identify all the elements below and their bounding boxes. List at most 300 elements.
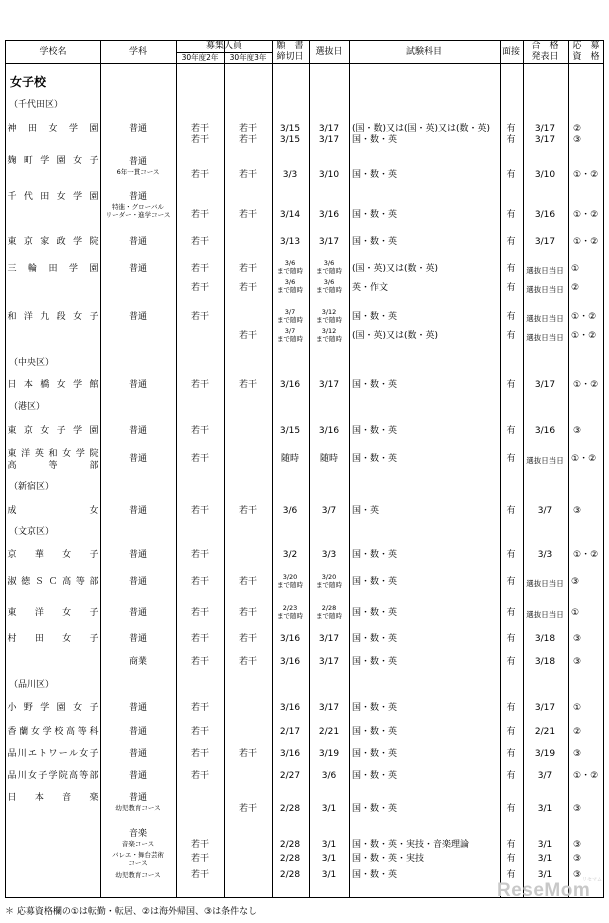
result-date: 選抜日当日 — [526, 285, 564, 294]
qualification: ①・② — [571, 312, 597, 322]
header-capacity: 募集人員 — [205, 41, 243, 51]
school-name-char: 園 — [89, 426, 99, 436]
school-name-char: 千 — [7, 192, 17, 202]
deadline: 3/3 — [282, 170, 298, 180]
capacity-2nd: 若干 — [190, 170, 210, 180]
school-name-char: 音 — [62, 793, 72, 803]
course: 普通 — [128, 312, 148, 322]
school-name-char: 学 — [42, 727, 52, 737]
capacity-mid-line — [224, 52, 225, 63]
exam-date: 3/19 — [318, 749, 340, 759]
capacity-3rd: 若干 — [238, 264, 258, 274]
school-name-char: 政 — [56, 237, 66, 247]
school-name — [6, 265, 98, 275]
school-name-char: 女 — [56, 380, 66, 390]
deadline: 3/13 — [279, 237, 301, 247]
capacity-2nd: 若干 — [190, 550, 210, 560]
school-name-char: ワ — [48, 749, 58, 759]
school-name — [6, 635, 98, 645]
school-name-char: ー — [58, 749, 68, 759]
school-name-char: 女 — [56, 192, 66, 202]
subjects: 国・数・英 — [352, 771, 398, 781]
interview: 有 — [506, 634, 516, 644]
qualification: ①・② — [573, 771, 599, 781]
school-name-char: 学 — [73, 380, 83, 390]
subjects: 国・英 — [352, 506, 380, 516]
subjects: 国・数・英 — [352, 550, 398, 560]
header-subjects: 試験科目 — [405, 47, 443, 57]
exam-date: 2/28 — [321, 604, 337, 612]
exam-date: 3/1 — [321, 870, 337, 880]
course: 商業 — [128, 657, 148, 667]
school-name-char: 子 — [89, 156, 99, 166]
course-note: 特進・グローバル — [112, 203, 164, 211]
school-name-char: 等 — [75, 577, 85, 587]
school-name-char: 等 — [79, 771, 89, 781]
course: 普通 — [128, 550, 148, 560]
interview: 有 — [506, 331, 516, 341]
admissions-table — [5, 40, 604, 898]
school-name-char: 学 — [73, 237, 83, 247]
deadline-note: まで随時 — [277, 612, 303, 620]
school-name-char: 川 — [17, 771, 27, 781]
interview: 有 — [506, 550, 516, 560]
capacity-2nd: 若干 — [190, 657, 210, 667]
school-name-char: 洋 — [34, 608, 44, 618]
subjects: 国・数・英 — [352, 749, 398, 759]
school-name-char: 女 — [62, 608, 72, 618]
school-name-char: 女 — [73, 703, 83, 713]
interview: 有 — [506, 771, 516, 781]
header-exam-date: 選抜日 — [315, 47, 343, 57]
school-name-char: 三 — [7, 264, 17, 274]
school-name-char: 日 — [7, 793, 17, 803]
exam-date: 随時 — [319, 454, 339, 464]
qualification: ③ — [573, 634, 582, 644]
capacity-2nd: 若干 — [190, 426, 210, 436]
capacity-2nd: 若干 — [190, 264, 210, 274]
qualification: ③ — [571, 577, 580, 587]
col-divider — [224, 41, 225, 897]
col-divider — [309, 41, 310, 897]
header-capacity-2nd: 30年度2年 — [181, 53, 219, 62]
exam-date: 3/17 — [318, 703, 340, 713]
header-qualification: 応 募 — [572, 41, 600, 51]
qualification: ①・② — [573, 170, 599, 180]
exam-date: 3/17 — [318, 135, 340, 145]
qualification: ①・② — [571, 454, 597, 464]
header-school: 学校名 — [39, 47, 67, 57]
interview: 有 — [506, 264, 516, 274]
exam-date: 3/17 — [318, 380, 340, 390]
school-name-char: 女 — [79, 749, 89, 759]
school-name-char: Ｓ — [34, 577, 44, 587]
school-name-char: 品 — [7, 771, 17, 781]
school-name-char: 院 — [89, 237, 99, 247]
school-name-char: 部 — [89, 461, 99, 471]
school-name-char: 学 — [75, 449, 85, 459]
exam-date: 3/6 — [323, 278, 335, 286]
qualification: ① — [573, 703, 582, 713]
school-name-char: 学 — [48, 771, 58, 781]
qualification: ③ — [573, 135, 582, 145]
school-name-char: ト — [38, 749, 48, 759]
subjects: 国・数・英 — [352, 608, 398, 618]
school-name — [6, 704, 98, 714]
interview: 有 — [506, 577, 516, 587]
subjects: 国・数・英 — [352, 170, 398, 180]
qualification: ③ — [573, 840, 582, 850]
course: 普通 — [128, 506, 148, 516]
header-result: 合 格 — [531, 41, 559, 51]
school-name-char: 川 — [17, 749, 27, 759]
deadline: 2/28 — [279, 804, 301, 814]
school-name-char: 九 — [40, 312, 50, 322]
result-date: 選抜日当日 — [526, 610, 564, 619]
capacity-3rd: 若干 — [238, 634, 258, 644]
subjects: 国・数・英 — [352, 426, 398, 436]
deadline: 3/15 — [279, 135, 301, 145]
col-divider — [100, 41, 101, 897]
col-divider — [349, 41, 350, 897]
result-date: 3/16 — [534, 426, 556, 436]
subjects: 国・数・英 — [352, 210, 398, 220]
subjects: 国・数・英 — [352, 727, 398, 737]
capacity-3rd: 若干 — [238, 749, 258, 759]
school-name-char: 淑 — [7, 577, 17, 587]
section-title: 女子校 — [10, 75, 47, 89]
exam-date: 3/1 — [321, 804, 337, 814]
school-name-char: 子 — [89, 703, 99, 713]
school-name-char: 田 — [48, 264, 58, 274]
school-name-char: 院 — [89, 449, 99, 459]
result-date: 3/1 — [537, 804, 553, 814]
ward-label: （港区） — [9, 402, 46, 412]
subjects: 国・数・英・実技 — [352, 854, 425, 864]
deadline: 3/16 — [279, 634, 301, 644]
qualification: ③ — [573, 749, 582, 759]
exam-date-note: まで随時 — [316, 581, 342, 589]
subjects: 国・数・英 — [352, 237, 398, 247]
col-divider — [523, 41, 524, 897]
course: 普通 — [128, 793, 148, 803]
course-note: リーダー・進学コース — [105, 211, 171, 219]
capacity-2nd: 若干 — [190, 608, 210, 618]
school-name-char: 和 — [7, 312, 17, 322]
deadline: 2/28 — [279, 854, 301, 864]
capacity-3rd: 若干 — [238, 577, 258, 587]
school-name-char: 東 — [7, 608, 17, 618]
qualification: ① — [571, 608, 580, 618]
school-name — [6, 462, 98, 472]
school-name-char: 部 — [89, 771, 99, 781]
capacity-3rd: 若干 — [238, 170, 258, 180]
school-name-char: 学 — [73, 192, 83, 202]
course: 普通 — [128, 124, 148, 134]
exam-date: 3/16 — [318, 426, 340, 436]
school-name-char: 田 — [34, 634, 44, 644]
school-name-char: 代 — [23, 192, 33, 202]
exam-date: 3/12 — [321, 327, 337, 335]
capacity-3rd: 若干 — [238, 135, 258, 145]
school-name-char: 高 — [7, 461, 17, 471]
school-name-char: 園 — [89, 264, 99, 274]
course-note: バレエ・舞台芸術 — [112, 851, 164, 859]
school-name-char: 部 — [89, 577, 99, 587]
qualification: ①・② — [571, 331, 597, 341]
header-deadline-2: 締切日 — [276, 52, 304, 62]
school-name-char: 洋 — [21, 449, 31, 459]
school-name-char: 等 — [77, 727, 87, 737]
capacity-2nd: 若干 — [190, 703, 210, 713]
interview: 有 — [506, 608, 516, 618]
qualification: ③ — [573, 804, 582, 814]
interview: 有 — [506, 170, 516, 180]
qualification: ③ — [573, 870, 582, 880]
exam-date: 3/17 — [318, 657, 340, 667]
interview: 有 — [506, 312, 516, 322]
result-date: 3/1 — [537, 870, 553, 880]
capacity-3rd: 若干 — [238, 608, 258, 618]
interview: 有 — [506, 124, 516, 134]
col-divider — [272, 41, 273, 897]
school-name-char: エ — [27, 749, 38, 759]
deadline: 2/28 — [279, 870, 301, 880]
school-name-char: 子 — [38, 771, 48, 781]
school-name — [6, 238, 98, 248]
deadline-note: まで随時 — [277, 581, 303, 589]
subjects: 国・数・英 — [352, 577, 398, 587]
exam-date: 3/1 — [321, 840, 337, 850]
school-name-char: 校 — [54, 727, 64, 737]
exam-date: 3/6 — [323, 259, 335, 267]
school-name — [6, 578, 98, 588]
school-name — [6, 609, 98, 619]
exam-date-note: まで随時 — [316, 612, 342, 620]
result-date: 3/1 — [537, 840, 553, 850]
subjects: (国・英)又は(数・英) — [352, 331, 439, 341]
exam-date-note: まで随時 — [316, 267, 342, 275]
school-name-char: 子 — [89, 608, 99, 618]
col-divider — [176, 41, 177, 897]
exam-date: 2/21 — [318, 727, 340, 737]
capacity-3rd: 若干 — [238, 331, 258, 341]
exam-date: 3/3 — [321, 550, 337, 560]
deadline: 3/7 — [284, 308, 296, 316]
school-name-char: 香 — [7, 727, 17, 737]
school-name-char: 京 — [7, 550, 17, 560]
result-date: 3/3 — [537, 550, 553, 560]
subjects: 英・作文 — [352, 283, 389, 293]
interview: 有 — [506, 870, 516, 880]
subjects: 国・数・英 — [352, 804, 398, 814]
footnote: ＊ 応募資格欄の①は転勤・転居、②は海外帰国、③は条件なし — [5, 907, 258, 917]
school-name-char: 園 — [89, 124, 99, 134]
school-name-char: 女 — [48, 124, 58, 134]
subjects: 国・数・英 — [352, 657, 398, 667]
interview: 有 — [506, 703, 516, 713]
result-date: 3/18 — [534, 634, 556, 644]
interview: 有 — [506, 380, 516, 390]
ward-label: （文京区） — [9, 527, 55, 537]
course: 普通 — [128, 380, 148, 390]
interview: 有 — [506, 804, 516, 814]
interview: 有 — [506, 135, 516, 145]
subjects: 国・数・英 — [352, 454, 398, 464]
interview: 有 — [506, 727, 516, 737]
site-logo: ReseMom — [497, 880, 591, 901]
qualification: ② — [571, 283, 580, 293]
result-date: 3/17 — [534, 237, 556, 247]
capacity-2nd: 若干 — [190, 870, 210, 880]
school-name-char: 輪 — [27, 264, 38, 274]
course-note: 幼児教育コース — [115, 804, 161, 812]
school-name-char: 高 — [68, 771, 79, 781]
school-name-char: 村 — [7, 634, 17, 644]
header-deadline: 願 書 — [276, 41, 304, 51]
subjects: 国・数・英 — [352, 312, 398, 322]
course: 普通 — [128, 608, 148, 618]
qualification: ③ — [573, 506, 582, 516]
school-name — [6, 125, 98, 135]
capacity-3rd: 若干 — [238, 283, 258, 293]
school-name-char: 洋 — [23, 312, 33, 322]
school-name-char: 東 — [7, 426, 17, 436]
school-name-char: 子 — [89, 312, 99, 322]
exam-date: 3/12 — [321, 308, 337, 316]
exam-date: 3/6 — [321, 771, 337, 781]
interview: 有 — [506, 854, 516, 864]
school-name-char: 子 — [89, 550, 99, 560]
ward-label: （千代田区） — [9, 100, 64, 110]
school-name — [6, 193, 98, 203]
school-name — [6, 450, 98, 460]
capacity-2nd: 若干 — [190, 727, 210, 737]
school-name-char: 科 — [89, 727, 99, 737]
qualification: ①・② — [573, 550, 599, 560]
capacity-3rd: 若干 — [238, 804, 258, 814]
deadline: 3/6 — [282, 506, 298, 516]
school-name-char: 女 — [40, 426, 50, 436]
result-date: 3/7 — [537, 506, 553, 516]
header-bottom-line — [6, 63, 603, 64]
course: 普通 — [128, 192, 148, 202]
result-date: 3/16 — [534, 210, 556, 220]
interview: 有 — [506, 454, 516, 464]
result-date: 選抜日当日 — [526, 579, 564, 588]
school-name-char: 学 — [40, 156, 50, 166]
course: 普通 — [128, 749, 148, 759]
deadline: 3/16 — [279, 749, 301, 759]
deadline-note: まで随時 — [277, 316, 303, 324]
capacity-3rd: 若干 — [238, 506, 258, 516]
school-name-char: 楽 — [89, 793, 99, 803]
deadline: 3/16 — [279, 657, 301, 667]
capacity-3rd: 若干 — [238, 657, 258, 667]
exam-date: 3/17 — [318, 634, 340, 644]
school-name — [6, 381, 98, 391]
school-name-char: 徳 — [21, 577, 31, 587]
subjects: 国・数・英 — [352, 703, 398, 713]
qualification: ③ — [573, 426, 582, 436]
school-name-char: 館 — [89, 380, 99, 390]
capacity-3rd: 若干 — [238, 124, 258, 134]
school-name-char: 品 — [7, 749, 17, 759]
school-name-char: 成 — [7, 506, 17, 516]
school-name-char: 学 — [68, 124, 79, 134]
capacity-2nd: 若干 — [190, 634, 210, 644]
school-name — [6, 507, 98, 517]
capacity-2nd: 若干 — [190, 312, 210, 322]
subjects: 国・数・英 — [352, 634, 398, 644]
course: 普通 — [128, 727, 148, 737]
deadline: 3/15 — [279, 426, 301, 436]
school-name-char: 本 — [23, 380, 33, 390]
header-capacity-3rd: 30年度3年 — [229, 53, 267, 62]
school-name-char: 蘭 — [19, 727, 29, 737]
deadline: 2/17 — [279, 727, 301, 737]
capacity-2nd: 若干 — [190, 840, 210, 850]
deadline: 3/16 — [279, 380, 301, 390]
ward-label: （品川区） — [9, 680, 55, 690]
school-name-char: 小 — [7, 703, 17, 713]
exam-date: 3/17 — [318, 237, 340, 247]
deadline: 3/15 — [279, 124, 301, 134]
result-date: 選抜日当日 — [526, 266, 564, 275]
qualification: ② — [573, 727, 582, 737]
deadline: 2/27 — [279, 771, 301, 781]
school-name-char: 神 — [7, 124, 17, 134]
result-date: 選抜日当日 — [526, 333, 564, 342]
school-name-char: 女 — [62, 550, 72, 560]
result-date: 3/19 — [534, 749, 556, 759]
school-name-char: 園 — [56, 156, 66, 166]
qualification: ③ — [573, 657, 582, 667]
deadline: 3/14 — [279, 210, 301, 220]
qualification: ③ — [573, 854, 582, 864]
school-name — [6, 551, 98, 561]
school-name-char: 京 — [23, 237, 33, 247]
school-name-char: 東 — [7, 237, 17, 247]
col-divider — [568, 41, 569, 897]
deadline-note: まで随時 — [277, 267, 303, 275]
course: 普通 — [128, 264, 148, 274]
school-name-char: 等 — [48, 461, 58, 471]
capacity-2nd: 若干 — [190, 380, 210, 390]
capacity-2nd: 若干 — [190, 577, 210, 587]
deadline-note: まで随時 — [277, 335, 303, 343]
school-name-char: 子 — [89, 749, 99, 759]
course-note: 6年一貫コース — [116, 168, 160, 176]
school-name-char: 女 — [89, 506, 99, 516]
deadline: 随時 — [280, 454, 300, 464]
school-name-char: 麹 — [7, 156, 17, 166]
result-date: 2/21 — [534, 727, 556, 737]
deadline: 3/20 — [282, 573, 298, 581]
deadline: 2/23 — [282, 604, 298, 612]
course: 普通 — [128, 634, 148, 644]
school-name-char: 和 — [48, 449, 58, 459]
interview: 有 — [506, 237, 516, 247]
school-name-char: 女 — [73, 312, 83, 322]
school-name-char: 学 — [73, 426, 83, 436]
school-name-char: 家 — [40, 237, 50, 247]
interview: 有 — [506, 840, 516, 850]
school-name-char: 子 — [56, 426, 66, 436]
course: 普通 — [128, 771, 148, 781]
school-name-char: 子 — [89, 634, 99, 644]
school-name-char: 町 — [23, 156, 33, 166]
